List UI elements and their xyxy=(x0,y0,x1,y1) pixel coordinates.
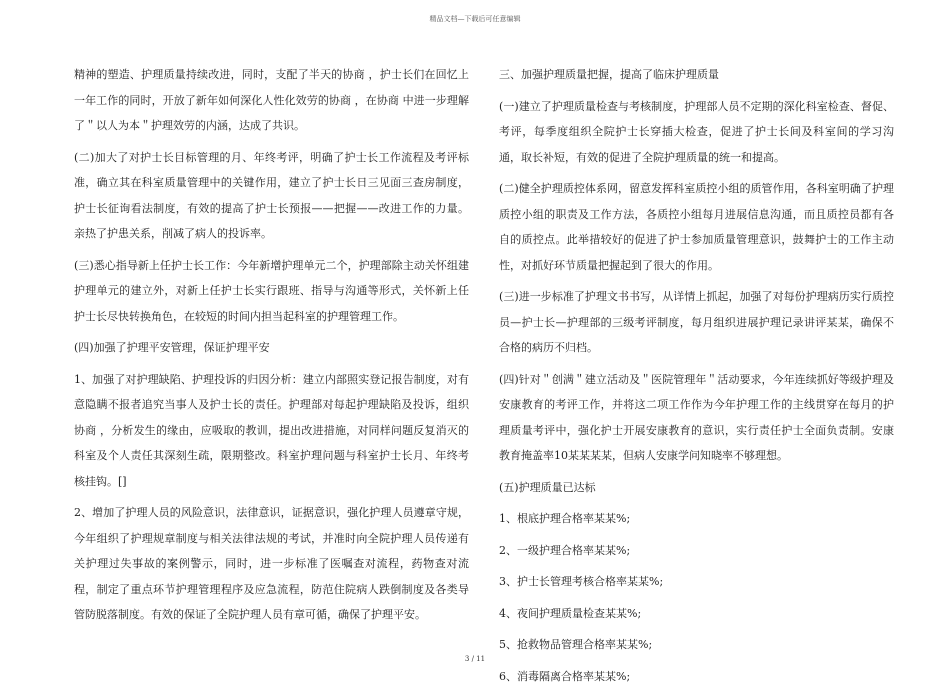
list-item: 3、护士长管理考核合格率某某%; xyxy=(499,575,664,588)
page-header: 精品文档—下载后可任意编辑 xyxy=(429,15,521,23)
paragraph: (三)进一步标准了护理文书书写，从详情上抓起，加强了对每份护理病历实行质控员—护士长—护理部的三级考评制度，每月组织进展护理记录讲评某某，确保不合格的病历不归档。 xyxy=(499,290,894,354)
section-heading: (五)护理质量已达标 xyxy=(499,480,596,494)
section-heading: (四)加强了护理平安管理，保证护理平安 xyxy=(74,341,270,354)
page-number: 3 / 11 xyxy=(464,655,486,663)
paragraph: (二)健全护理质控体系网，留意发挥科室质控小组的质管作用，各科室明确了护理质控小组的职责及工作方法，各质控小组每月进展信息沟通，而且质控员都有各自的质控点。此举措较好的促进了护士参加质量管理意识，鼓舞护士的工作主动性，对抓好环节质量把握起到了很大的作用。 xyxy=(499,182,894,272)
list-item: 2、一级护理合格率某某%; xyxy=(499,543,631,557)
list-item: 1、根底护理合格率某某%; xyxy=(499,512,631,525)
paragraph: (一)建立了护理质量检查与考核制度，护理部人员不定期的深化科室检查、督促、考评，每季度组织全院护士长穿插大检查，促进了护士长间及科室间的学习沟通，取长补短，有效的促进了全院护理质量的统一和提高。 xyxy=(499,99,894,164)
section-heading: 三、加强护理质量把握，提高了临床护理质量 xyxy=(499,68,719,81)
list-item: 6、消毒隔离合格率某某%; xyxy=(499,669,631,683)
left-column xyxy=(74,62,469,634)
list-item: 5、抢救物品管理合格率某某%; xyxy=(499,638,653,651)
right-column xyxy=(499,62,894,695)
paragraph: (三)悉心指导新上任护士长工作：今年新增护理单元二个，护理部除主动关怀组建护理单元的建立外，对新上任护士长实行跟班、指导与沟通等形式，关怀新上任护士长尽快转换角色，在较短的时间内担当起科室的护理管理工作。 xyxy=(74,258,469,323)
list-item: 4、夜间护理质量检查某某%; xyxy=(499,606,642,620)
paragraph: 1、加强了对护理缺陷、护理投诉的归因分析：建立内部照实登记报告制度，对有意隐瞒不报者追究当事人及护士长的责任。护理部对每起护理缺陷及投诉，组织协商 ，分析发生的缘由，应吸取的教训，提出改进措施，对同样问题反复消灭的科室及个人责任其深刻生疏，限期整改。科室护理问题与科室护士长月、年终考核挂钩。[] xyxy=(74,372,469,488)
paragraph: 精神的塑造、护理质量持续改进，同时，支配了半天的协商 ，护士长们在回忆上一年工作的同时，开放了新年如何深化人性化效劳的协商 ，在协商 中进一步理解了＂以人为本＂护理效劳的内涵，达成了共识。 xyxy=(74,68,469,132)
paragraph: 2、增加了护理人员的风险意识，法律意识，证据意识，强化护理人员遵章守规，今年组织了护理规章制度与相关法律法规的考试，并准时向全院护理人员传递有关护理过失事故的案例警示，同时，进一步标准了医嘱查对流程，药物查对流程，制定了重点环节护理管理程序及应急流程，防范住院病人跌倒制度及各类导管防脱落制度。有效的保证了全院护理人员有章可循，确保了护理平安。 xyxy=(74,506,469,621)
paragraph: (二)加大了对护士长目标管理的月、年终考评，明确了护士长工作流程及考评标准，确立其在科室质量管理中的关键作用，建立了护士长日三见面三查房制度，护士长征询看法制度，有效的提高了护士长预报——把握——改进工作的力量。亲热了护患关系，削减了病人的投诉率。 xyxy=(74,150,469,240)
paragraph: (四)针对＂创满＂建立活动及＂医院管理年＂活动要求，今年连续抓好等级护理及安康教育的考评工作，并将这二项工作作为今年护理工作的主线贯穿在每月的护理质量考评中，强化护士开展安康教育的意识，实行责任护士全面负责制。安康教育掩盖率10某某某某，但病人安康学问知晓率不够理想。 xyxy=(499,372,894,462)
